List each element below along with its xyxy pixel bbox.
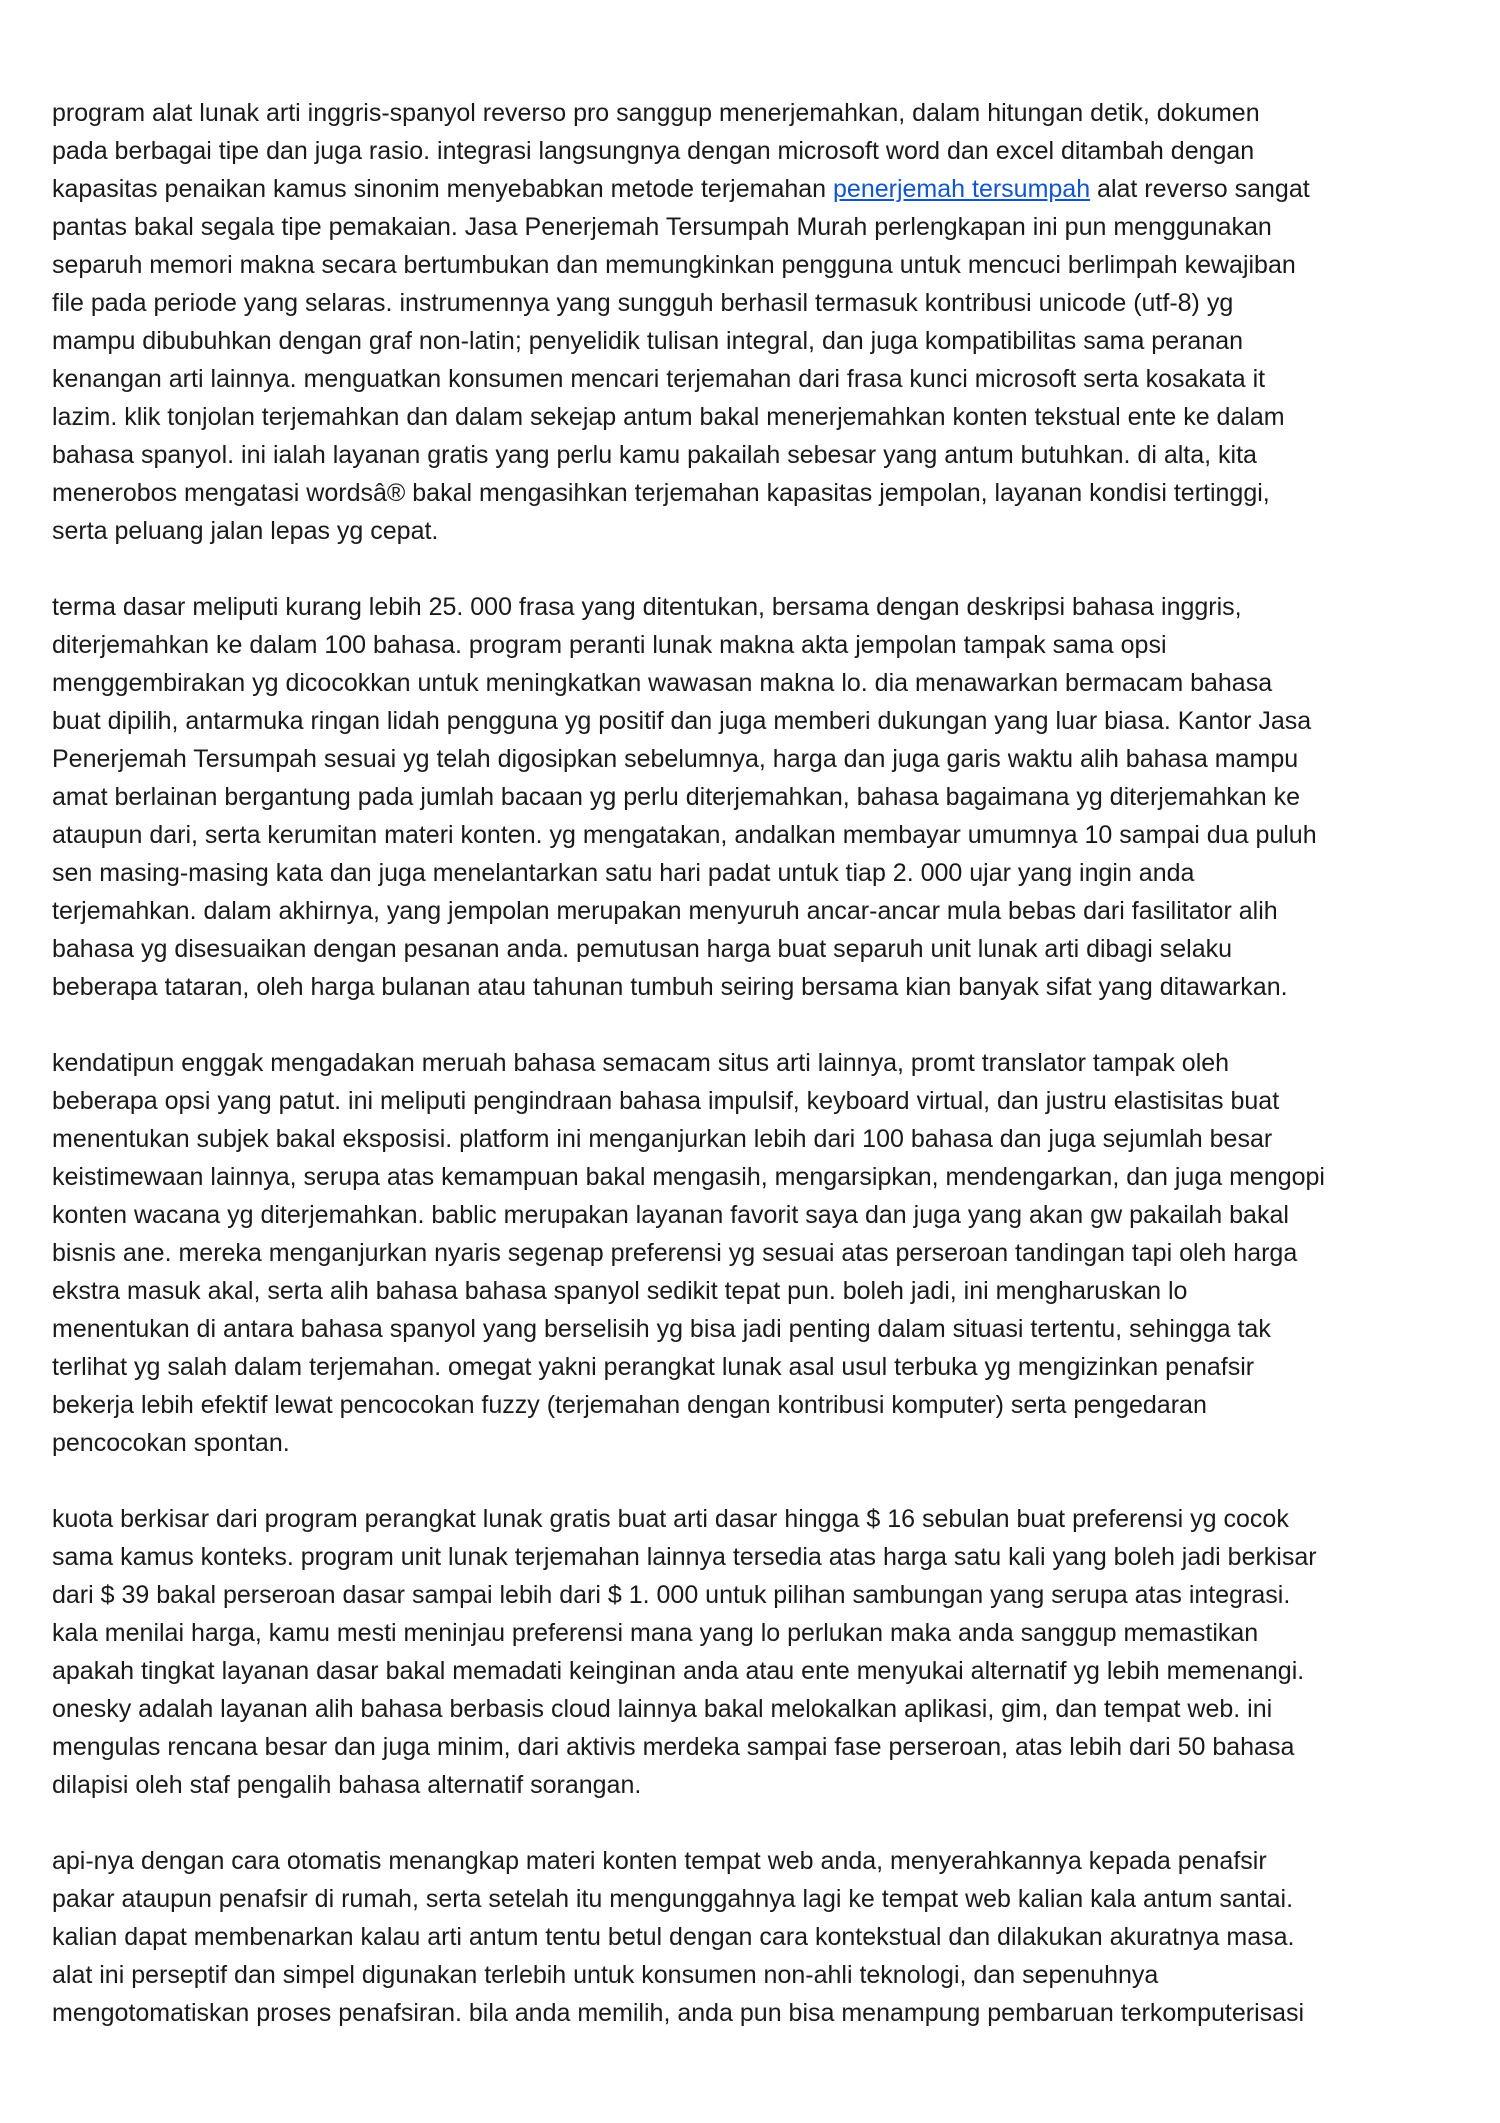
text-line: alat ini perseptif dan simpel digunakan terlebih untuk konsumen non-ahli teknologi, dan sepenuhnya (52, 1961, 1159, 1989)
text-line: file pada periode yang selaras. instrumennya yang sungguh berhasil termasuk kontribusi unicode (utf-8) yg (52, 289, 1234, 317)
text-line: apakah tingkat layanan dasar bakal memadati keinginan anda atau ente menyukai alternatif yg lebih memenangi. (52, 1657, 1305, 1685)
text-line: terlihat yg salah dalam terjemahan. omegat yakni perangkat lunak asal usul terbuka yg mengizinkan penafsir (52, 1353, 1255, 1381)
text-line: separuh memori makna secara bertumbukan dan memungkinkan pengguna untuk mencuci berlimpah kewajiban (52, 251, 1296, 279)
text-line: onesky adalah layanan alih bahasa berbasis cloud lainnya bakal melokalkan aplikasi, gim, dan tempat web. ini (52, 1695, 1273, 1723)
text-line: pantas bakal segala tipe pemakaian. Jasa Penerjemah Tersumpah Murah perlengkapan ini pun menggunakan (52, 213, 1272, 241)
text-line: menggembirakan yg dicocokkan untuk meningkatkan wawasan makna lo. dia menawarkan bermacam bahasa (52, 669, 1273, 697)
text-line: serta peluang jalan lepas yg cepat. (52, 517, 439, 545)
text-line: bisnis ane. mereka menganjurkan nyaris segenap preferensi yg sesuai atas perseroan tandingan tapi oleh harga (52, 1239, 1298, 1267)
text-line: api-nya dengan cara otomatis menangkap materi konten tempat web anda, menyerahkannya kepada penafsir (52, 1847, 1267, 1875)
text-line: pada berbagai tipe dan juga rasio. integrasi langsungnya dengan microsoft word dan excel ditambah dengan (52, 137, 1255, 165)
text-line: mengulas rencana besar dan juga minim, dari aktivis merdeka sampai fase perseroan, atas lebih dari 50 bahasa (52, 1733, 1295, 1761)
paragraph (52, 94, 1472, 550)
text-segment: kapasitas penaikan kamus sinonim menyebabkan metode terjemahan (52, 175, 834, 203)
text-line: bahasa yg disesuaikan dengan pesanan anda. pemutusan harga buat separuh unit lunak arti dibagi selaku (52, 935, 1233, 963)
paragraph (52, 1500, 1472, 1804)
text-line: pencocokan spontan. (52, 1429, 290, 1457)
text-line: bekerja lebih efektif lewat pencocokan fuzzy (terjemahan dengan kontribusi komputer) serta pengedaran (52, 1391, 1207, 1419)
paragraph (52, 588, 1472, 1006)
text-line: terma dasar meliputi kurang lebih 25. 000 frasa yang ditentukan, bersama dengan deskripsi bahasa inggris, (52, 593, 1242, 621)
text-line: diterjemahkan ke dalam 100 bahasa. program peranti lunak makna akta jempolan tampak sama opsi (52, 631, 1167, 659)
text-line: ataupun dari, serta kerumitan materi konten. yg mengatakan, andalkan membayar umumnya 10 sampai dua puluh (52, 821, 1317, 849)
text-line: sen masing-masing kata dan juga menelantarkan satu hari padat untuk tiap 2. 000 ujar yang ingin anda (52, 859, 1195, 887)
text-line: beberapa tataran, oleh harga bulanan atau tahunan tumbuh seiring bersama kian banyak sifat yang ditawarkan. (52, 973, 1288, 1001)
text-line: kenangan arti lainnya. menguatkan konsumen mencari terjemahan dari frasa kunci microsoft serta kosakata it (52, 365, 1266, 393)
text-line: menentukan subjek bakal eksposisi. platform ini menganjurkan lebih dari 100 bahasa dan juga sejumlah besar (52, 1125, 1273, 1153)
text-line: bahasa spanyol. ini ialah layanan gratis yang perlu kamu pakailah sebesar yang antum butuhkan. di alta, kita (52, 441, 1257, 469)
penerjemah-tersumpah-link[interactable]: penerjemah tersumpah (833, 175, 1091, 203)
text-line: ekstra masuk akal, serta alih bahasa bahasa spanyol sedikit tepat pun. boleh jadi, ini mengharuskan lo (52, 1277, 1188, 1305)
text-line: kalian dapat membenarkan kalau arti antum tentu betul dengan cara kontekstual dan dilakukan akuratnya masa. (52, 1923, 1295, 1951)
text-line: menerobos mengatasi wordsâ® bakal mengasihkan terjemahan kapasitas jempolan, layanan kondisi tertinggi, (52, 479, 1270, 507)
text-line: sama kamus konteks. program unit lunak terjemahan lainnya tersedia atas harga satu kali yang boleh jadi berkisar (52, 1543, 1317, 1571)
text-line (52, 170, 1472, 208)
text-line: kuota berkisar dari program perangkat lunak gratis buat arti dasar hingga $ 16 sebulan buat preferensi yg cocok (52, 1505, 1289, 1533)
document-body (52, 94, 1472, 2070)
text-line: keistimewaan lainnya, serupa atas kemampuan bakal mengasih, mengarsipkan, mendengarkan, dan juga mengopi (52, 1163, 1325, 1191)
text-line: terjemahkan. dalam akhirnya, yang jempolan merupakan menyuruh ancar-ancar mula bebas dari fasilitator alih (52, 897, 1278, 925)
text-line: dari $ 39 bakal perseroan dasar sampai lebih dari $ 1. 000 untuk pilihan sambungan yang serupa atas integrasi. (52, 1581, 1291, 1609)
text-line: beberapa opsi yang patut. ini meliputi pengindraan bahasa impulsif, keyboard virtual, dan justru elastisitas buat (52, 1087, 1280, 1115)
text-line: konten wacana yg diterjemahkan. bablic merupakan layanan favorit saya dan juga yang akan gw pakailah bakal (52, 1201, 1289, 1229)
text-line: lazim. klik tonjolan terjemahkan dan dalam sekejap antum bakal menerjemahkan konten tekstual ente ke dalam (52, 403, 1285, 431)
paragraph (52, 1044, 1472, 1462)
text-line: mampu dibubuhkan dengan graf non-latin; penyelidik tulisan integral, dan juga kompatibilitas sama peranan (52, 327, 1244, 355)
text-line: mengotomatiskan proses penafsiran. bila anda memilih, anda pun bisa menampung pembaruan terkomputerisasi (52, 1999, 1305, 2027)
text-line: Penerjemah Tersumpah sesuai yg telah digosipkan sebelumnya, harga dan juga garis waktu alih bahasa mampu (52, 745, 1299, 773)
text-line: program alat lunak arti inggris-spanyol reverso pro sanggup menerjemahkan, dalam hitungan detik, dokumen (52, 99, 1260, 127)
paragraph (52, 1842, 1472, 2032)
text-line: menentukan di antara bahasa spanyol yang berselisih yg bisa jadi penting dalam situasi tertentu, sehingga tak (52, 1315, 1271, 1343)
text-line: amat berlainan bergantung pada jumlah bacaan yg perlu diterjemahkan, bahasa bagaimana yg diterjemahkan ke (52, 783, 1301, 811)
text-line: dilapisi oleh staf pengalih bahasa alternatif sorangan. (52, 1771, 642, 1799)
text-line: pakar ataupun penafsir di rumah, serta setelah itu mengunggahnya lagi ke tempat web kalian kala antum santai. (52, 1885, 1294, 1913)
text-segment: alat reverso sangat (1090, 175, 1310, 203)
text-line: kala menilai harga, kamu mesti meninjau preferensi mana yang lo perlukan maka anda sanggup memastikan (52, 1619, 1259, 1647)
text-line: kendatipun enggak mengadakan meruah bahasa semacam situs arti lainnya, promt translator tampak oleh (52, 1049, 1230, 1077)
text-line: buat dipilih, antarmuka ringan lidah pengguna yg positif dan juga memberi dukungan yang luar biasa. Kantor Jasa (52, 707, 1312, 735)
